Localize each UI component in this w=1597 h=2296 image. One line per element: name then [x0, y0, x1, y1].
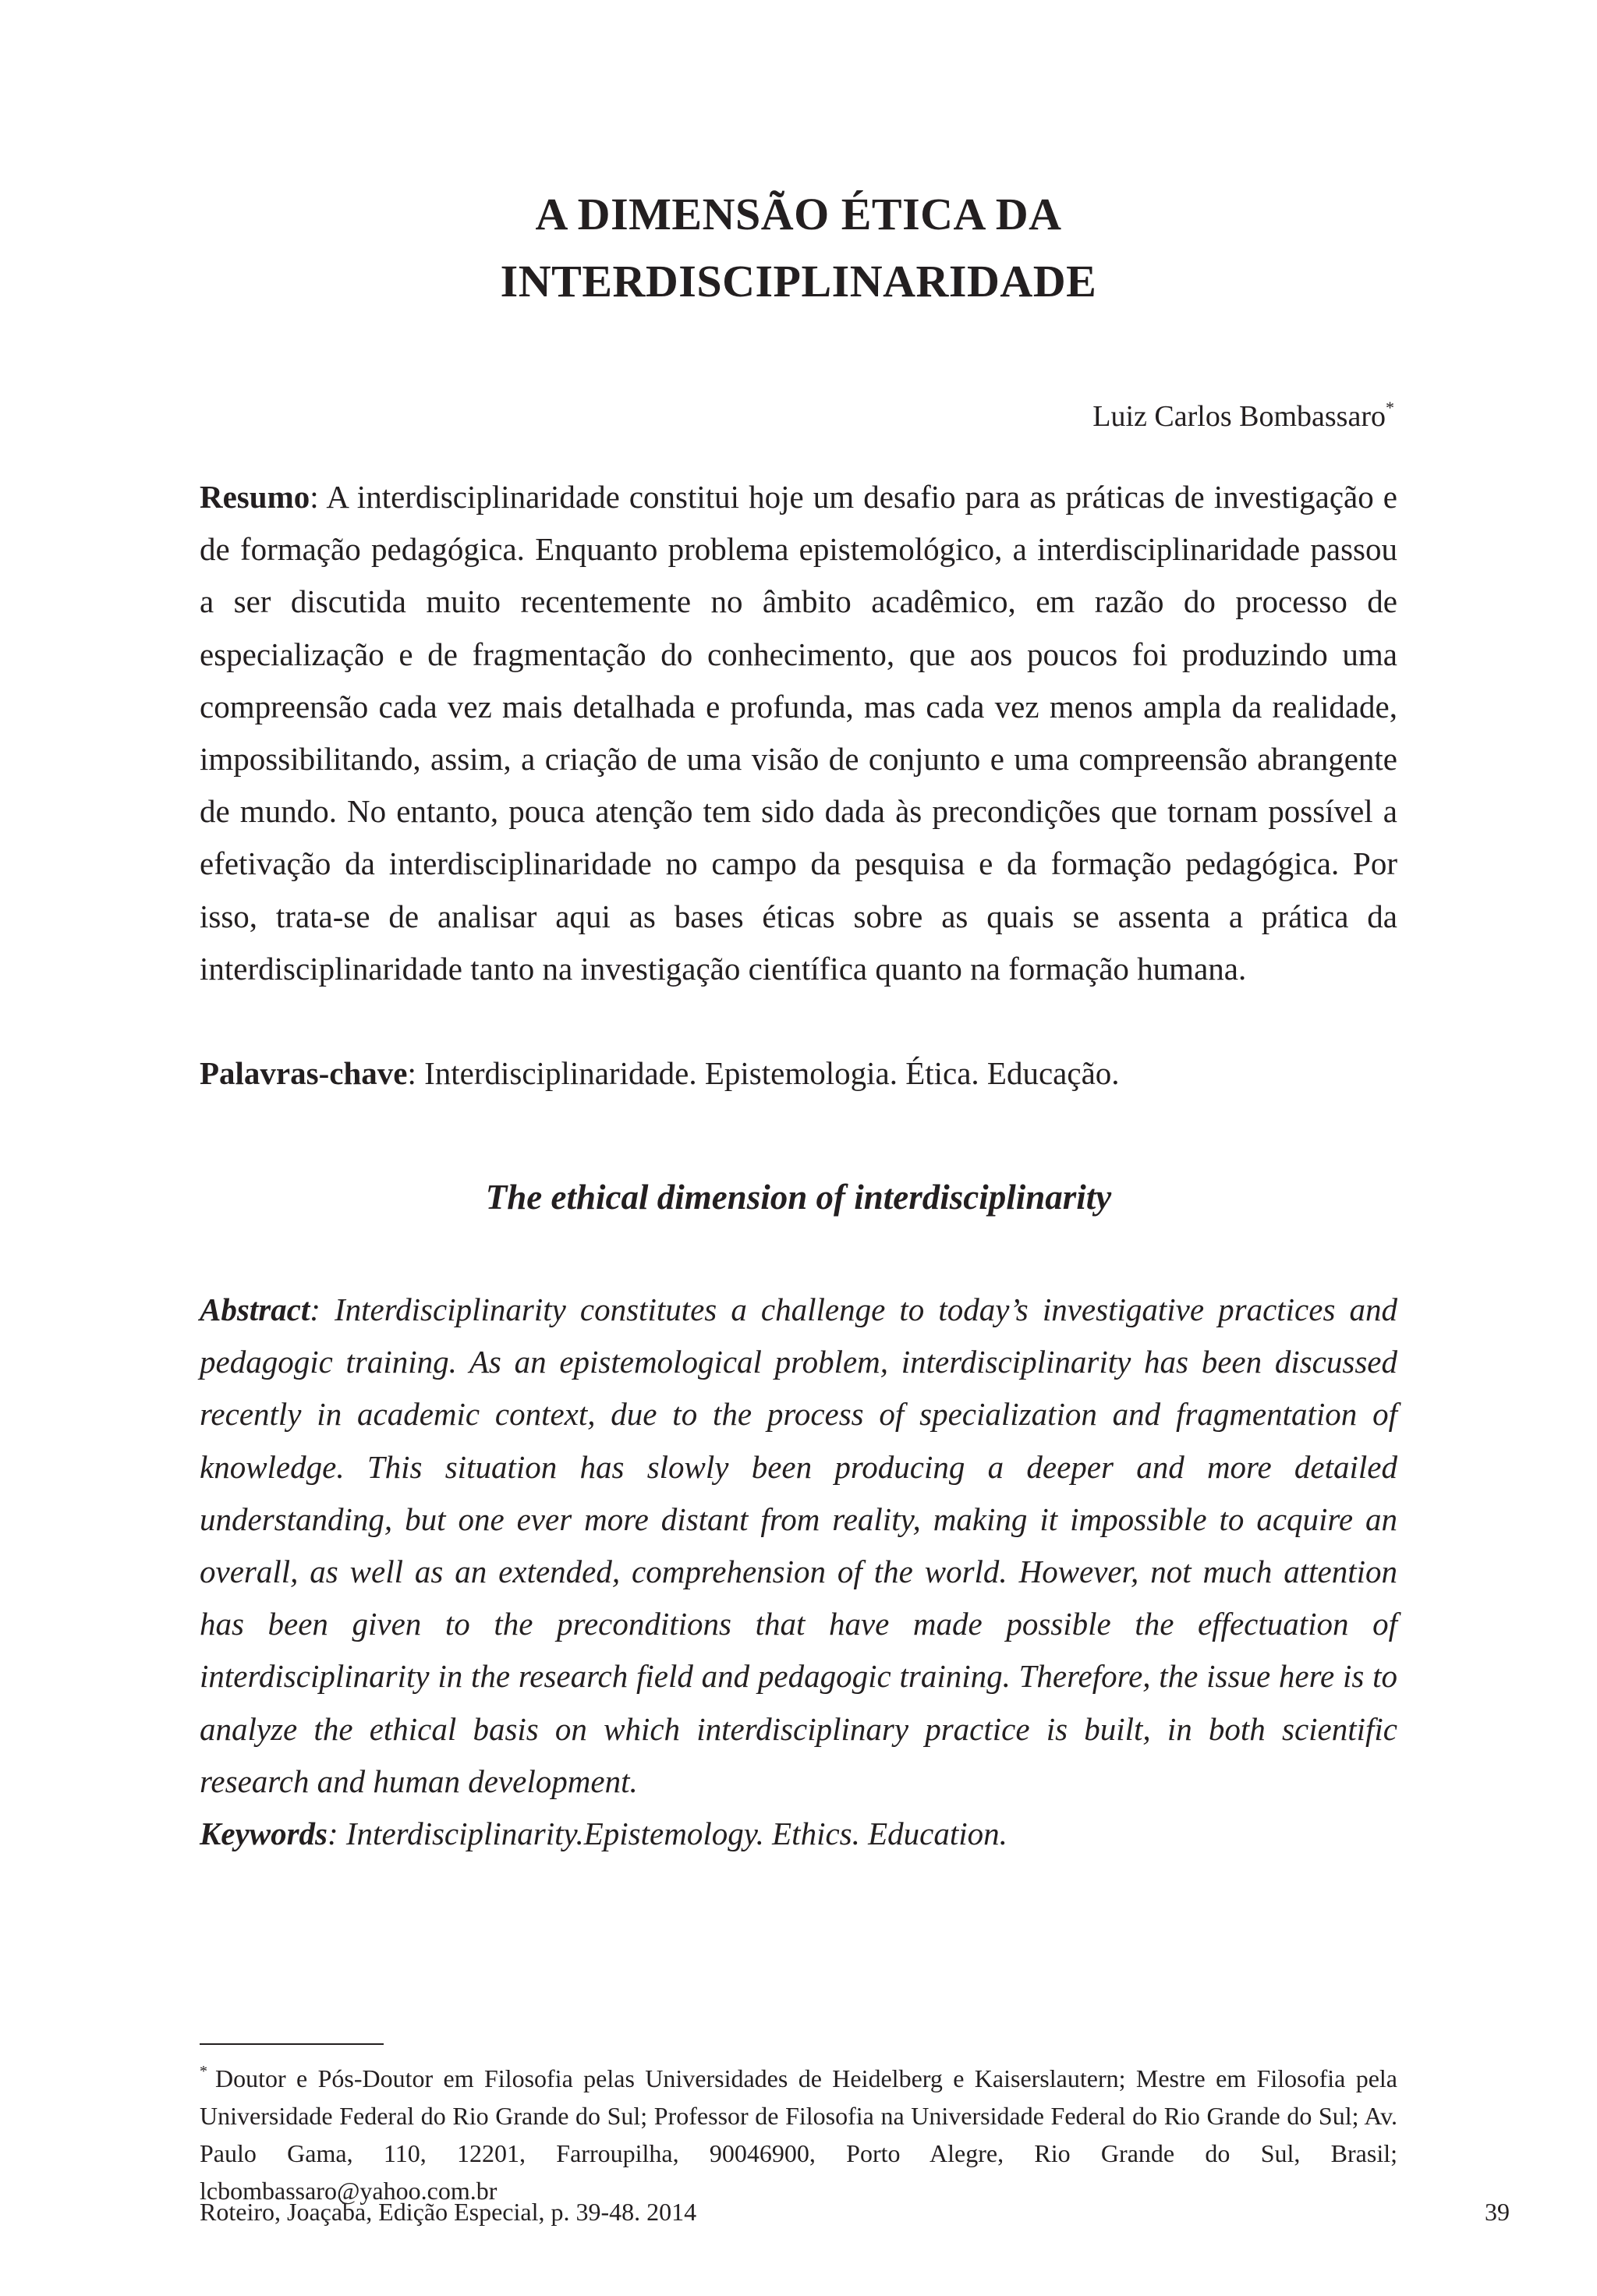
author-footnote-marker: * [1386, 398, 1394, 417]
footnote-text: Doutor e Pós-Doutor em Filosofia pelas Universidades de Heidelberg e Kaiserslautern; Mestre em Filosofia pela Universidade Federal do Rio Grande do Sul; Professor de Filosofia na Universidade Federal do Rio Grande do Sul; Av. Paulo Gama, 110, 12201, Farroupilha, 90046900, Porto Alegre, Rio Grande do Sul, Brasil; lcbombassaro@yahoo.com.br [200, 2064, 1397, 2205]
article-title-line-1: A DIMENSÃO ÉTICA DA [535, 189, 1062, 239]
keywords-label: Keywords [200, 1816, 328, 1851]
journal-citation: Roteiro, Joaçaba, Edição Especial, p. 39-48. 2014 [200, 2198, 697, 2226]
resumo-text: A interdisciplinaridade constitui hoje um desafio para as práticas de investigação e de formação pedagógica. Enquanto problema epistemológico, a interdisciplinaridade passou a ser discutida muito recentemente no âmbito acadêmico, em razão do processo de especialização e de fragmentação do conhecimento, que aos poucos foi produzindo uma compreensão cada vez mais detalhada e profunda, mas cada vez menos ampla da realidade, impossibilitando, assim, a criação de uma visão de conjunto e uma compreensão abrangente de mundo. No entanto, pouca atenção tem sido dada às precondições que tornam possível a efetivação da interdisciplinaridade no campo da pesquisa e da formação pedagógica. Por isso, trata-se de analisar aqui as bases éticas sobre as quais se assenta a prática da interdisciplinaridade tanto na investigação científica quanto na formação humana. [200, 479, 1397, 987]
page-number: 39 [1485, 2198, 1510, 2226]
article-title [0, 181, 1597, 315]
english-title: The ethical dimension of interdisciplinarity [485, 1178, 1112, 1217]
abstract-label: Abstract [200, 1292, 310, 1327]
author-name: Luiz Carlos Bombassaro [1092, 400, 1386, 433]
abstract-text: Interdisciplinarity constitutes a challenge to today’s investigative practices and pedagogic training. As an epistemological problem, interdisciplinarity has been discussed recently in academic context, due to the process of specialization and fragmentation of knowledge. This situation has slowly been producing a deeper and more detailed understanding, but one ever more distant from reality, making it impossible to acquire an overall, as well as an extended, comprehension of the world. However, not much attention has been given to the preconditions that have made possible the effectuation of interdisciplinarity in the research field and pedagogic training. Therefore, the issue here is to analyze the ethical basis on which interdisciplinary practice is built, in both scientific research and human development. [200, 1292, 1397, 1799]
resumo-label: Resumo [200, 479, 310, 515]
resumo-paragraph: Resumo: A interdisciplinaridade constitui hoje um desafio para as práticas de investigação e de formação pedagógica. Enquanto problema epistemológico, a interdisciplinaridade passou a ser discutida muito recentemente no âmbito acadêmico, em razão do processo de especialização e de fragmentação do conhecimento, que aos poucos foi produzindo uma compreensão cada vez mais detalhada e profunda, mas cada vez menos ampla da realidade, impossibilitando, assim, a criação de uma visão de conjunto e uma compreensão abrangente de mundo. No entanto, pouca atenção tem sido dada às precondições que tornam possível a efetivação da interdisciplinaridade no campo da pesquisa e da formação pedagógica. Por isso, trata-se de analisar aqui as bases éticas sobre as quais se assenta a prática da interdisciplinaridade tanto na investigação científica quanto na formação humana. [200, 479, 1397, 987]
footnote-divider [200, 2043, 384, 2045]
footnote-marker: * [200, 2063, 207, 2080]
keywords-line: Keywords: Interdisciplinarity.Epistemology. Ethics. Education. [200, 1816, 1007, 1851]
author-footnote [200, 2053, 1397, 2209]
author-byline [1092, 388, 1394, 436]
palavras-chave-text: Interdisciplinaridade. Epistemologia. Ética. Educação. [424, 1055, 1120, 1091]
abstract-paragraph: Abstract: Interdisciplinarity constitutes a challenge to today’s investigative practices and pedagogic training. As an epistemological problem, interdisciplinarity has been discussed recently in academic context, due to the process of specialization and fragmentation of knowledge. This situation has slowly been producing a deeper and more detailed understanding, but one ever more distant from reality, making it impossible to acquire an overall, as well as an extended, comprehension of the world. However, not much attention has been given to the preconditions that have made possible the effectuation of interdisciplinarity in the research field and pedagogic training. Therefore, the issue here is to analyze the ethical basis on which interdisciplinary practice is built, in both scientific research and human development. [200, 1292, 1397, 1799]
palavras-chave-label: Palavras-chave [200, 1055, 408, 1091]
article-title-line-2: INTERDISCIPLINARIDADE [500, 256, 1097, 306]
palavras-chave-line: Palavras-chave: Interdisciplinaridade. Epistemologia. Ética. Educação. [200, 1055, 1120, 1091]
keywords-text: Interdisciplinarity.Epistemology. Ethics. Education. [345, 1816, 1007, 1851]
